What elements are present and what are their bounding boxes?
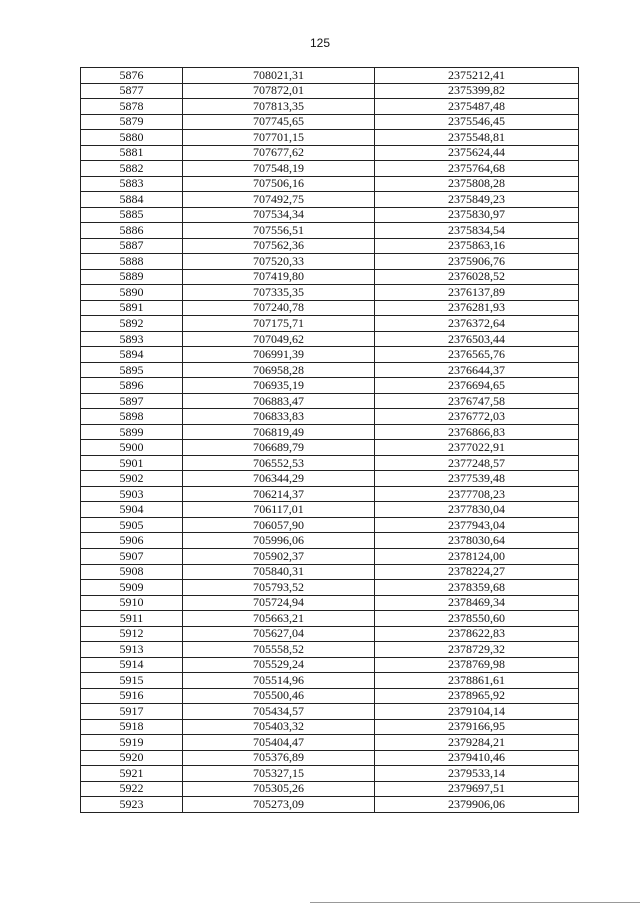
table-row <box>81 517 579 533</box>
y-coordinate-cell: 2378469,34 <box>375 595 579 611</box>
point-number-cell: 5913 <box>81 642 183 658</box>
y-coordinate-cell: 2376694,65 <box>375 378 579 394</box>
point-number-cell: 5883 <box>81 176 183 192</box>
y-coordinate-cell: 2378224,27 <box>375 564 579 580</box>
coordinates-table-body <box>81 68 579 813</box>
y-coordinate-cell: 2377943,04 <box>375 517 579 533</box>
table-row <box>81 642 579 658</box>
point-number-cell: 5904 <box>81 502 183 518</box>
x-coordinate-cell: 706214,37 <box>183 486 375 502</box>
table-row <box>81 673 579 689</box>
x-coordinate-cell: 705305,26 <box>183 781 375 797</box>
y-coordinate-cell: 2376772,03 <box>375 409 579 425</box>
y-coordinate-cell: 2378359,68 <box>375 580 579 596</box>
x-coordinate-cell: 705663,21 <box>183 611 375 627</box>
x-coordinate-cell: 705627,04 <box>183 626 375 642</box>
table-row <box>81 595 579 611</box>
point-number-cell: 5902 <box>81 471 183 487</box>
x-coordinate-cell: 705902,37 <box>183 548 375 564</box>
bottom-divider <box>310 902 640 903</box>
table-row <box>81 688 579 704</box>
y-coordinate-cell: 2378622,83 <box>375 626 579 642</box>
x-coordinate-cell: 707872,01 <box>183 83 375 99</box>
x-coordinate-cell: 706117,01 <box>183 502 375 518</box>
x-coordinate-cell: 707492,75 <box>183 192 375 208</box>
table-row <box>81 657 579 673</box>
y-coordinate-cell: 2376372,64 <box>375 316 579 332</box>
x-coordinate-cell: 706958,28 <box>183 362 375 378</box>
y-coordinate-cell: 2376747,58 <box>375 393 579 409</box>
point-number-cell: 5876 <box>81 68 183 84</box>
table-row <box>81 300 579 316</box>
y-coordinate-cell: 2376565,76 <box>375 347 579 363</box>
table-row <box>81 254 579 270</box>
coordinates-table <box>80 67 579 813</box>
table-row <box>81 316 579 332</box>
point-number-cell: 5886 <box>81 223 183 239</box>
point-number-cell: 5879 <box>81 114 183 130</box>
y-coordinate-cell: 2376866,83 <box>375 424 579 440</box>
x-coordinate-cell: 707562,36 <box>183 238 375 254</box>
y-coordinate-cell: 2379906,06 <box>375 797 579 813</box>
y-coordinate-cell: 2379104,14 <box>375 704 579 720</box>
x-coordinate-cell: 705529,24 <box>183 657 375 673</box>
x-coordinate-cell: 707506,16 <box>183 176 375 192</box>
point-number-cell: 5905 <box>81 517 183 533</box>
point-number-cell: 5878 <box>81 99 183 115</box>
table-row <box>81 114 579 130</box>
table-row <box>81 533 579 549</box>
x-coordinate-cell: 705996,06 <box>183 533 375 549</box>
point-number-cell: 5907 <box>81 548 183 564</box>
table-row <box>81 781 579 797</box>
table-row <box>81 223 579 239</box>
point-number-cell: 5888 <box>81 254 183 270</box>
y-coordinate-cell: 2376644,37 <box>375 362 579 378</box>
table-row <box>81 440 579 456</box>
table-row <box>81 719 579 735</box>
point-number-cell: 5897 <box>81 393 183 409</box>
point-number-cell: 5895 <box>81 362 183 378</box>
point-number-cell: 5892 <box>81 316 183 332</box>
y-coordinate-cell: 2378124,00 <box>375 548 579 564</box>
table-row <box>81 130 579 146</box>
point-number-cell: 5898 <box>81 409 183 425</box>
point-number-cell: 5893 <box>81 331 183 347</box>
x-coordinate-cell: 705327,15 <box>183 766 375 782</box>
y-coordinate-cell: 2376503,44 <box>375 331 579 347</box>
table-row <box>81 424 579 440</box>
table-row <box>81 393 579 409</box>
x-coordinate-cell: 705273,09 <box>183 797 375 813</box>
y-coordinate-cell: 2379410,46 <box>375 750 579 766</box>
x-coordinate-cell: 705404,47 <box>183 735 375 751</box>
y-coordinate-cell: 2375906,76 <box>375 254 579 270</box>
x-coordinate-cell: 705500,46 <box>183 688 375 704</box>
x-coordinate-cell: 707175,71 <box>183 316 375 332</box>
y-coordinate-cell: 2379533,14 <box>375 766 579 782</box>
point-number-cell: 5899 <box>81 424 183 440</box>
table-row <box>81 471 579 487</box>
y-coordinate-cell: 2377830,04 <box>375 502 579 518</box>
point-number-cell: 5889 <box>81 269 183 285</box>
table-row <box>81 68 579 84</box>
point-number-cell: 5918 <box>81 719 183 735</box>
x-coordinate-cell: 705840,31 <box>183 564 375 580</box>
point-number-cell: 5908 <box>81 564 183 580</box>
y-coordinate-cell: 2376281,93 <box>375 300 579 316</box>
table-row <box>81 455 579 471</box>
table-row <box>81 704 579 720</box>
table-row <box>81 347 579 363</box>
y-coordinate-cell: 2375764,68 <box>375 161 579 177</box>
point-number-cell: 5880 <box>81 130 183 146</box>
x-coordinate-cell: 705724,94 <box>183 595 375 611</box>
point-number-cell: 5882 <box>81 161 183 177</box>
table-row <box>81 580 579 596</box>
point-number-cell: 5914 <box>81 657 183 673</box>
y-coordinate-cell: 2377248,57 <box>375 455 579 471</box>
point-number-cell: 5877 <box>81 83 183 99</box>
y-coordinate-cell: 2375546,45 <box>375 114 579 130</box>
x-coordinate-cell: 706344,29 <box>183 471 375 487</box>
table-row <box>81 269 579 285</box>
table-row <box>81 238 579 254</box>
table-row <box>81 626 579 642</box>
y-coordinate-cell: 2377022,91 <box>375 440 579 456</box>
point-number-cell: 5887 <box>81 238 183 254</box>
table-row <box>81 750 579 766</box>
point-number-cell: 5894 <box>81 347 183 363</box>
table-row <box>81 83 579 99</box>
y-coordinate-cell: 2378861,61 <box>375 673 579 689</box>
y-coordinate-cell: 2378030,64 <box>375 533 579 549</box>
point-number-cell: 5901 <box>81 455 183 471</box>
y-coordinate-cell: 2375624,44 <box>375 145 579 161</box>
y-coordinate-cell: 2375487,48 <box>375 99 579 115</box>
x-coordinate-cell: 706689,79 <box>183 440 375 456</box>
table-row <box>81 176 579 192</box>
table-row <box>81 564 579 580</box>
point-number-cell: 5911 <box>81 611 183 627</box>
point-number-cell: 5921 <box>81 766 183 782</box>
x-coordinate-cell: 707049,62 <box>183 331 375 347</box>
y-coordinate-cell: 2375834,54 <box>375 223 579 239</box>
table-row <box>81 207 579 223</box>
table-row <box>81 486 579 502</box>
table-row <box>81 548 579 564</box>
x-coordinate-cell: 705376,89 <box>183 750 375 766</box>
y-coordinate-cell: 2378729,32 <box>375 642 579 658</box>
x-coordinate-cell: 707548,19 <box>183 161 375 177</box>
x-coordinate-cell: 706883,47 <box>183 393 375 409</box>
x-coordinate-cell: 705514,96 <box>183 673 375 689</box>
y-coordinate-cell: 2378965,92 <box>375 688 579 704</box>
y-coordinate-cell: 2379166,95 <box>375 719 579 735</box>
point-number-cell: 5885 <box>81 207 183 223</box>
x-coordinate-cell: 706991,39 <box>183 347 375 363</box>
point-number-cell: 5890 <box>81 285 183 301</box>
x-coordinate-cell: 708021,31 <box>183 68 375 84</box>
x-coordinate-cell: 707701,15 <box>183 130 375 146</box>
x-coordinate-cell: 706935,19 <box>183 378 375 394</box>
point-number-cell: 5881 <box>81 145 183 161</box>
table-row <box>81 611 579 627</box>
y-coordinate-cell: 2375849,23 <box>375 192 579 208</box>
x-coordinate-cell: 705793,52 <box>183 580 375 596</box>
table-row <box>81 378 579 394</box>
point-number-cell: 5912 <box>81 626 183 642</box>
y-coordinate-cell: 2378769,98 <box>375 657 579 673</box>
x-coordinate-cell: 707813,35 <box>183 99 375 115</box>
point-number-cell: 5922 <box>81 781 183 797</box>
table-row <box>81 285 579 301</box>
point-number-cell: 5910 <box>81 595 183 611</box>
x-coordinate-cell: 706819,49 <box>183 424 375 440</box>
point-number-cell: 5891 <box>81 300 183 316</box>
table-row <box>81 409 579 425</box>
x-coordinate-cell: 707745,65 <box>183 114 375 130</box>
point-number-cell: 5919 <box>81 735 183 751</box>
table-row <box>81 735 579 751</box>
x-coordinate-cell: 707240,78 <box>183 300 375 316</box>
table-row <box>81 362 579 378</box>
point-number-cell: 5920 <box>81 750 183 766</box>
y-coordinate-cell: 2376028,52 <box>375 269 579 285</box>
x-coordinate-cell: 707520,33 <box>183 254 375 270</box>
point-number-cell: 5884 <box>81 192 183 208</box>
point-number-cell: 5903 <box>81 486 183 502</box>
table-row <box>81 145 579 161</box>
table-row <box>81 192 579 208</box>
x-coordinate-cell: 707534,34 <box>183 207 375 223</box>
x-coordinate-cell: 705558,52 <box>183 642 375 658</box>
y-coordinate-cell: 2375212,41 <box>375 68 579 84</box>
point-number-cell: 5917 <box>81 704 183 720</box>
y-coordinate-cell: 2378550,60 <box>375 611 579 627</box>
point-number-cell: 5915 <box>81 673 183 689</box>
y-coordinate-cell: 2375548,81 <box>375 130 579 146</box>
x-coordinate-cell: 707335,35 <box>183 285 375 301</box>
page-number: 125 <box>309 36 331 50</box>
table-row <box>81 766 579 782</box>
y-coordinate-cell: 2379284,21 <box>375 735 579 751</box>
y-coordinate-cell: 2377539,48 <box>375 471 579 487</box>
x-coordinate-cell: 706552,53 <box>183 455 375 471</box>
x-coordinate-cell: 706057,90 <box>183 517 375 533</box>
point-number-cell: 5916 <box>81 688 183 704</box>
x-coordinate-cell: 706833,83 <box>183 409 375 425</box>
table-row <box>81 502 579 518</box>
y-coordinate-cell: 2375808,28 <box>375 176 579 192</box>
x-coordinate-cell: 705434,57 <box>183 704 375 720</box>
y-coordinate-cell: 2375399,82 <box>375 83 579 99</box>
table-row <box>81 161 579 177</box>
y-coordinate-cell: 2377708,23 <box>375 486 579 502</box>
y-coordinate-cell: 2379697,51 <box>375 781 579 797</box>
x-coordinate-cell: 707677,62 <box>183 145 375 161</box>
point-number-cell: 5909 <box>81 580 183 596</box>
y-coordinate-cell: 2375863,16 <box>375 238 579 254</box>
x-coordinate-cell: 707419,80 <box>183 269 375 285</box>
y-coordinate-cell: 2376137,89 <box>375 285 579 301</box>
table-row <box>81 797 579 813</box>
table-row <box>81 331 579 347</box>
table-row <box>81 99 579 115</box>
point-number-cell: 5906 <box>81 533 183 549</box>
x-coordinate-cell: 705403,32 <box>183 719 375 735</box>
point-number-cell: 5896 <box>81 378 183 394</box>
x-coordinate-cell: 707556,51 <box>183 223 375 239</box>
y-coordinate-cell: 2375830,97 <box>375 207 579 223</box>
point-number-cell: 5900 <box>81 440 183 456</box>
point-number-cell: 5923 <box>81 797 183 813</box>
